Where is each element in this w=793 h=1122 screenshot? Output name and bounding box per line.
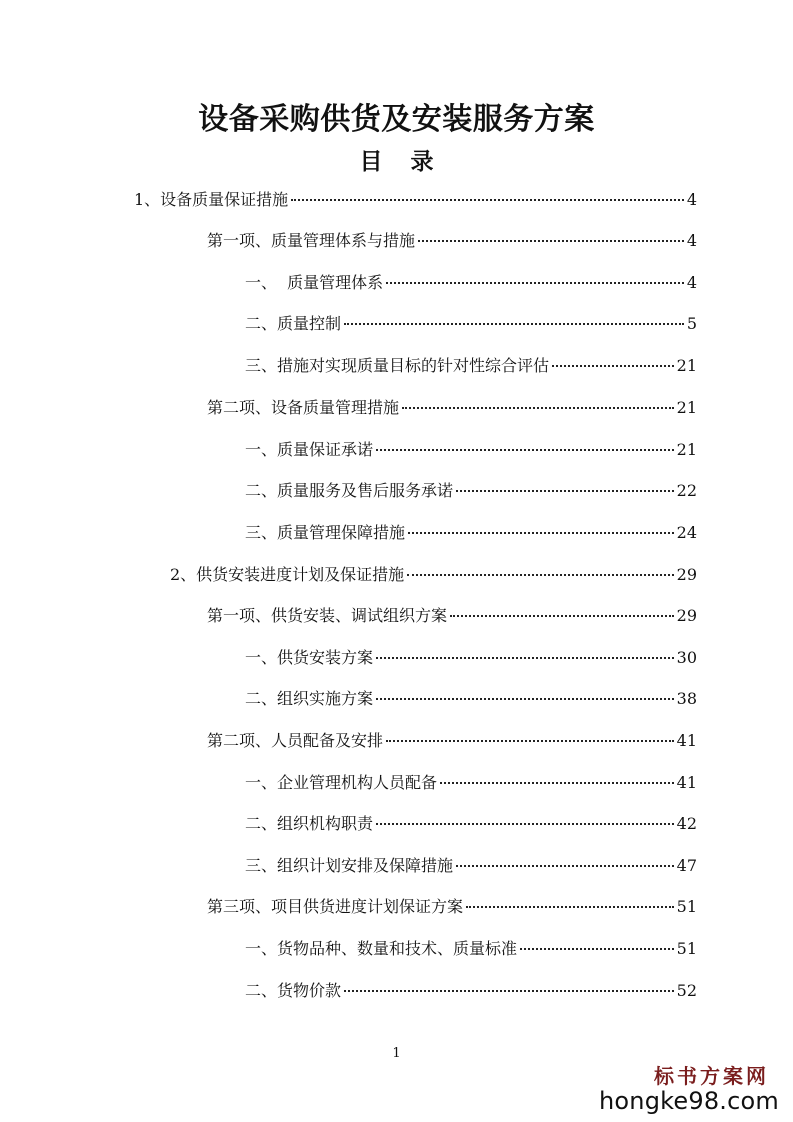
toc-entry-page: 52 (676, 981, 697, 1000)
toc-entry-text: 一、供货安装方案 (245, 648, 374, 667)
toc-leader-dots (386, 740, 674, 742)
toc-entry-section-2[interactable] (170, 562, 697, 588)
toc-leader-dots (408, 532, 674, 534)
toc-entry-2-2[interactable] (207, 728, 697, 754)
page-number: 1 (392, 1046, 401, 1061)
toc-entry-page: 4 (686, 273, 697, 292)
toc-entry-page: 21 (676, 440, 697, 459)
toc-entry-page: 47 (676, 856, 697, 875)
toc-heading (0, 143, 793, 176)
toc-entry-2-3-1[interactable] (245, 936, 697, 962)
toc-heading-char-2: 录 (410, 148, 434, 175)
toc-entry-2-3-2[interactable] (245, 978, 697, 1004)
toc-entry-text: 二、质量控制 (245, 314, 342, 333)
toc-leader-dots (402, 407, 674, 409)
toc-entry-text: 三、质量管理保障措施 (245, 523, 406, 542)
toc-entry-text: 二、质量服务及售后服务承诺 (245, 481, 454, 500)
toc-leader-dots (407, 574, 673, 576)
toc-leader-dots (456, 490, 674, 492)
toc-leader-dots (376, 657, 674, 659)
toc-entry-page: 51 (676, 939, 697, 958)
toc-entry-text: 第二项、人员配备及安排 (207, 731, 384, 750)
toc-entry-page: 29 (676, 565, 697, 584)
toc-entry-text: 第三项、项目供货进度计划保证方案 (207, 897, 464, 916)
toc-leader-dots (376, 823, 674, 825)
toc-entry-1-2-1[interactable] (245, 437, 697, 463)
toc-entry-page: 4 (686, 190, 697, 209)
toc-entry-text: 一、货物品种、数量和技术、质量标准 (245, 939, 518, 958)
toc-entry-1-1-1[interactable] (245, 270, 697, 296)
toc-entry-page: 38 (676, 689, 697, 708)
toc-entry-text: 三、组织计划安排及保障措施 (245, 856, 454, 875)
toc-entry-page: 41 (676, 773, 697, 792)
toc-entry-1-2[interactable] (207, 395, 697, 421)
toc-entry-1-1-2[interactable] (245, 311, 697, 337)
toc-entry-text: 2、供货安装进度计划及保证措施 (170, 565, 405, 584)
toc-entry-2-1[interactable] (207, 603, 697, 629)
toc-entry-page: 51 (676, 897, 697, 916)
toc-entry-text: 一、 质量管理体系 (245, 273, 384, 292)
toc-entry-page: 5 (686, 314, 697, 333)
toc-leader-dots (520, 948, 674, 950)
toc-entry-page: 41 (676, 731, 697, 750)
toc-entry-page: 29 (676, 606, 697, 625)
toc-entry-text: 第二项、设备质量管理措施 (207, 398, 400, 417)
toc-leader-dots (376, 698, 674, 700)
toc-leader-dots (456, 865, 674, 867)
toc-entry-text: 第一项、质量管理体系与措施 (207, 231, 416, 250)
toc-leader-dots (376, 449, 674, 451)
toc-entry-1-1[interactable] (207, 228, 697, 254)
watermark-url: hongke98.com (599, 1087, 779, 1115)
toc-entry-text: 一、企业管理机构人员配备 (245, 773, 438, 792)
toc-entry-text: 二、货物价款 (245, 981, 342, 1000)
toc-entry-page: 24 (676, 523, 697, 542)
toc-entry-text: 三、措施对实现质量目标的针对性综合评估 (245, 356, 550, 375)
toc-entry-1-2-3[interactable] (245, 520, 697, 546)
toc-entry-2-2-2[interactable] (245, 811, 697, 837)
toc-entry-2-1-2[interactable] (245, 686, 697, 712)
toc-entry-page: 4 (686, 231, 697, 250)
toc-entry-page: 21 (676, 356, 697, 375)
toc-heading-char-1: 目 (359, 148, 383, 175)
toc-entry-1-2-2[interactable] (245, 478, 697, 504)
toc-entry-text: 1、设备质量保证措施 (134, 190, 289, 209)
watermark-chinese-text: 标书方案网 (654, 1064, 769, 1088)
document-title: 设备采购供货及安装服务方案 (198, 102, 595, 137)
toc-entry-2-2-1[interactable] (245, 770, 697, 796)
toc-entry-page: 21 (676, 398, 697, 417)
toc-entry-2-1-1[interactable] (245, 645, 697, 671)
toc-entry-text: 二、组织机构职责 (245, 814, 374, 833)
toc-entry-1-1-3[interactable] (245, 353, 697, 379)
toc-entry-section-1[interactable] (134, 187, 697, 213)
toc-entry-page: 42 (676, 814, 697, 833)
toc-leader-dots (344, 323, 684, 325)
toc-entry-page: 22 (676, 481, 697, 500)
toc-leader-dots (552, 365, 674, 367)
toc-entry-2-3[interactable] (207, 894, 697, 920)
toc-leader-dots (386, 282, 684, 284)
toc-leader-dots (418, 240, 684, 242)
toc-leader-dots (450, 615, 674, 617)
toc-entry-page: 30 (676, 648, 697, 667)
toc-entry-text: 第一项、供货安装、调试组织方案 (207, 606, 448, 625)
toc-leader-dots (344, 990, 674, 992)
toc-leader-dots (466, 906, 674, 908)
toc-leader-dots (440, 782, 674, 784)
site-watermark (599, 1066, 779, 1113)
toc-entry-text: 一、质量保证承诺 (245, 440, 374, 459)
toc-entry-2-2-3[interactable] (245, 853, 697, 879)
toc-leader-dots (291, 199, 684, 201)
toc-entry-text: 二、组织实施方案 (245, 689, 374, 708)
